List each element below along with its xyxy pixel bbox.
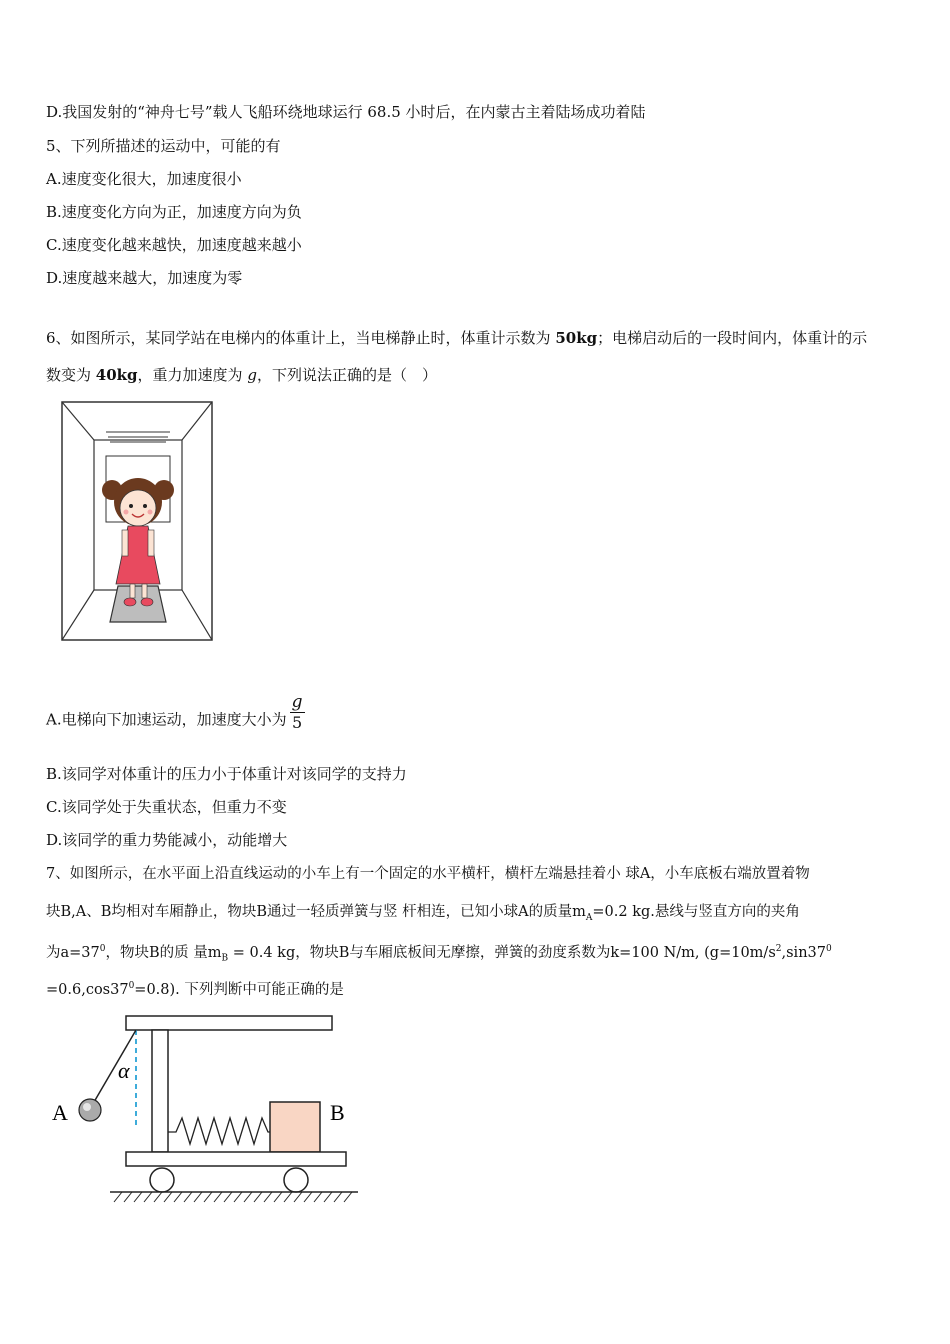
wheel-left — [150, 1168, 174, 1192]
ball-a — [79, 1099, 101, 1121]
q6-option-a — [46, 692, 305, 741]
q6-stem-text: 6、如图所示，某同学站在电梯内的体重计上，当电梯静止时，体重计示数为 — [46, 329, 556, 347]
q6-stem-text: ；电梯启动后的一段时间内，体重计的示 — [597, 329, 868, 347]
q7-text: =0.8). 下列判断中可能正确的是 — [134, 981, 344, 998]
q7-text: ,sin37 — [781, 944, 826, 961]
fraction-g-over-5 — [290, 692, 305, 733]
spring — [168, 1118, 270, 1144]
q5-stem: 5、下列所描述的运动中，可能的有 — [46, 137, 281, 155]
q7-text: 块B,A、B均相对车厢静止，物块B通过一轻质弹簧与竖 杆相连，已知小球A的质量m — [46, 904, 586, 920]
q7-text: =0.2 kg.悬线与竖直方向的夹角 — [592, 904, 800, 920]
fraction-denominator: 5 — [290, 712, 305, 733]
q7-text: 为a=37 — [46, 944, 100, 961]
q7-text: ，物块B的质 量m — [105, 944, 222, 961]
q4-option-d: D.我国发射的“神舟七号”载人飞船环绕地球运行 68.5 小时后，在内蒙古主着陆场成功着陆 — [46, 103, 646, 121]
q7-subscript: B — [221, 953, 229, 964]
q7-subscript: A — [585, 912, 593, 923]
q6-gravity-symbol: g — [247, 366, 257, 384]
q7-superscript: 2 — [775, 944, 782, 954]
q6-value-static: 50kg — [555, 329, 598, 347]
q6-stem-text: ，重力加速度为 — [137, 366, 248, 384]
label-a: A — [52, 1100, 68, 1125]
q6-option-c: C.该同学处于失重状态，但重力不变 — [46, 798, 287, 816]
q6-value-moving: 40kg — [95, 366, 138, 384]
q5-option-b: B.速度变化方向为正，加速度方向为负 — [46, 203, 302, 221]
q7-superscript: 0 — [128, 981, 135, 991]
q6-stem-line2 — [46, 365, 437, 385]
label-b: B — [330, 1100, 345, 1125]
fraction-numerator: g — [291, 692, 303, 712]
q5-option-a: A.速度变化很大，加速度很小 — [46, 170, 242, 188]
q6-stem-text: ，下列说法正确的是（ ） — [256, 366, 437, 384]
wheel-right — [284, 1168, 308, 1192]
block-b — [270, 1102, 320, 1152]
q5-option-d: D.速度越来越大，加速度为零 — [46, 269, 243, 287]
q7-stem-line2 — [46, 902, 800, 928]
q7-superscript: 0 — [825, 944, 832, 954]
q6-option-a-text: A.电梯向下加速运动，加速度大小为 — [46, 710, 287, 729]
q7-superscript: 0 — [99, 944, 106, 954]
q7-stem-line1: 7、如图所示，在水平面上沿直线运动的小车上有一个固定的水平横杆，横杆左端悬挂着小 球A，小车底板右端放置着物 — [46, 866, 810, 882]
q7-stem-line3 — [46, 939, 832, 969]
q5-option-c: C.速度变化越来越快，加速度越来越小 — [46, 236, 302, 254]
q7-text: = 0.4 kg，物块B与车厢底板间无摩擦，弹簧的劲度系数为k=100 N/m, (g=10m/s — [228, 944, 776, 961]
elevator-figure — [60, 400, 216, 644]
ground-hatching — [114, 1192, 352, 1202]
q7-text: =0.6,cos37 — [46, 981, 129, 998]
q6-stem-line1 — [46, 328, 867, 348]
cart-figure — [48, 1010, 368, 1210]
q6-stem-text: 数变为 — [46, 366, 96, 384]
q7-stem-line4 — [46, 976, 344, 1000]
q6-option-d: D.该同学的重力势能减小，动能增大 — [46, 831, 288, 849]
q6-option-b: B.该同学对体重计的压力小于体重计对该同学的支持力 — [46, 765, 407, 783]
label-alpha: α — [118, 1058, 130, 1083]
